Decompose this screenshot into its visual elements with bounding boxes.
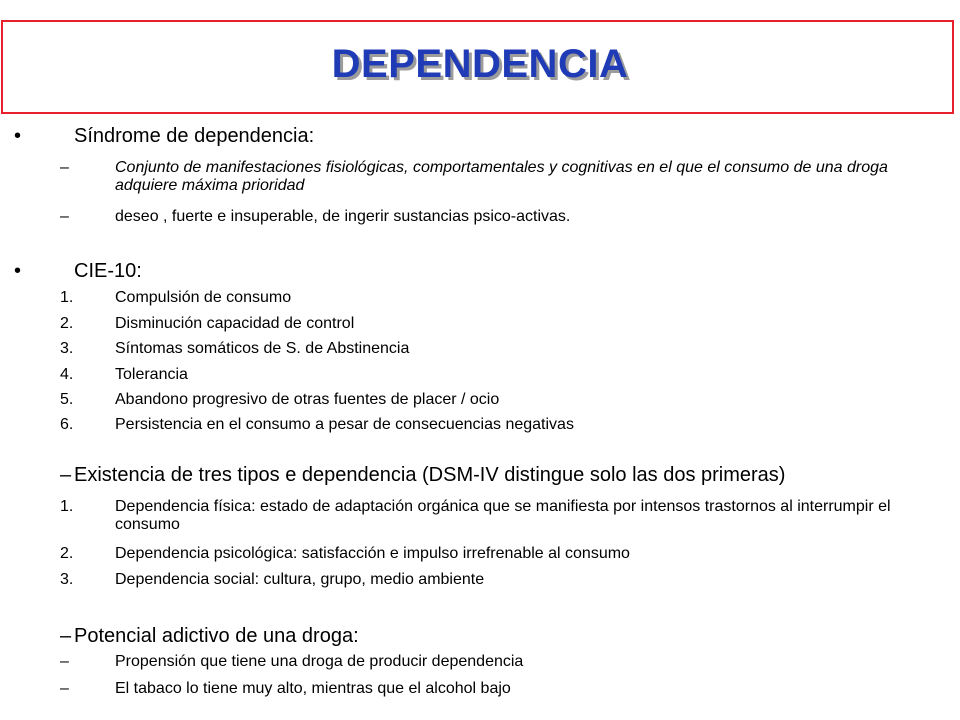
section-2-item-1-text: Compulsión de consumo xyxy=(115,289,292,306)
slide-title: DEPENDENCIA xyxy=(331,42,629,86)
section-4-item-2-text: El tabaco lo tiene muy alto, mientras que el alcohol bajo xyxy=(115,680,511,697)
section-1-heading: Síndrome de dependencia: xyxy=(74,125,315,147)
section-3-item-1-marker: 1. xyxy=(60,498,74,515)
section-2-item-2-marker: 2. xyxy=(60,315,74,332)
section-4-item-1-marker: – xyxy=(60,653,69,670)
section-3-item-1-text: Dependencia física: estado de adaptación orgánica que se manifiesta por intensos trastornos al interrumpir el consumo xyxy=(115,498,891,533)
section-3-item-3-marker: 3. xyxy=(60,571,74,588)
section-2-item-4-marker: 4. xyxy=(60,366,74,383)
section-4-dash: – xyxy=(60,625,72,647)
section-2-bullet: • xyxy=(14,260,22,282)
section-2-item-6-marker: 6. xyxy=(60,416,74,433)
section-3-item-3-text: Dependencia social: cultura, grupo, medio ambiente xyxy=(115,571,485,588)
section-1-item-2-text: deseo , fuerte e insuperable, de ingerir sustancias psico-activas. xyxy=(115,208,571,225)
section-2-item-1-marker: 1. xyxy=(60,289,74,306)
section-2-item-5-text: Abandono progresivo de otras fuentes de placer / ocio xyxy=(115,391,500,408)
section-1-bullet: • xyxy=(14,125,22,147)
section-2-item-4-text: Tolerancia xyxy=(115,366,188,383)
section-2-item-6-text: Persistencia en el consumo a pesar de consecuencias negativas xyxy=(115,416,574,433)
section-4-item-1-text: Propensión que tiene una droga de producir dependencia xyxy=(115,653,524,670)
section-3-item-2-text: Dependencia psicológica: satisfacción e impulso irrefrenable al consumo xyxy=(115,545,630,562)
section-3-item-2-marker: 2. xyxy=(60,545,74,562)
section-2-item-3-text: Síntomas somáticos de S. de Abstinencia xyxy=(115,340,410,357)
section-4-heading: Potencial adictivo de una droga: xyxy=(74,625,359,647)
section-2-item-2-text: Disminución capacidad de control xyxy=(115,315,355,332)
section-4-item-2-marker: – xyxy=(60,680,69,697)
section-1-item-1-text: Conjunto de manifestaciones fisiológicas, comportamentales y cognitivas en el que el consumo de una droga adquiere máxima prioridad xyxy=(115,159,888,194)
section-2-item-3-marker: 3. xyxy=(60,340,74,357)
section-1-item-1-marker: – xyxy=(60,159,69,176)
section-3-dash: – xyxy=(60,464,72,486)
section-3-heading: Existencia de tres tipos e dependencia (DSM-IV distingue solo las dos primeras) xyxy=(74,464,786,486)
section-2-item-5-marker: 5. xyxy=(60,391,74,408)
section-1-item-2-marker: – xyxy=(60,208,69,225)
section-2-heading: CIE-10: xyxy=(74,260,142,282)
